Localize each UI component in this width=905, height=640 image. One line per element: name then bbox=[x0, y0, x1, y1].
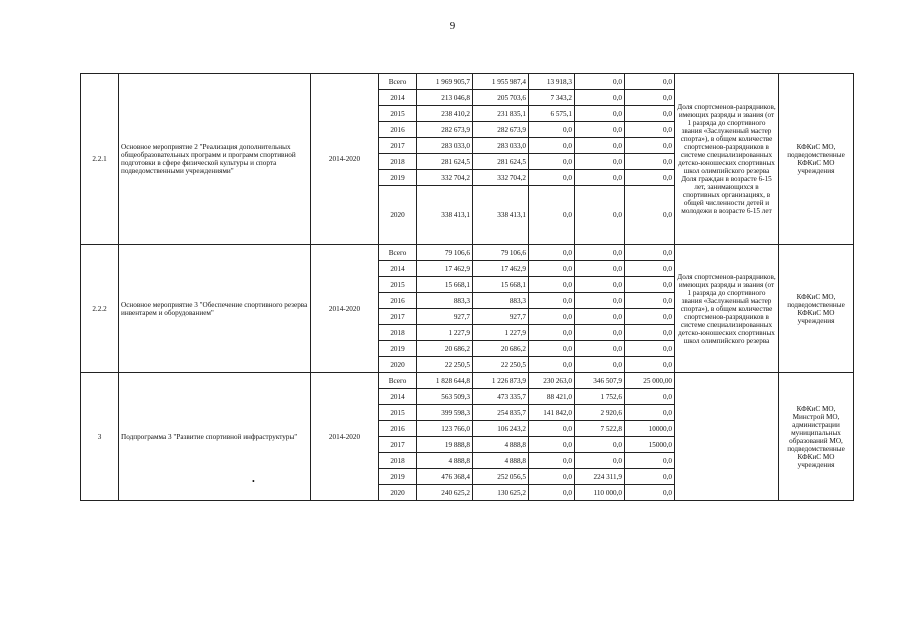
amount-cell: 0,0 bbox=[529, 325, 575, 341]
amount-cell: 106 243,2 bbox=[473, 421, 529, 437]
amount-cell: 0,0 bbox=[625, 341, 675, 357]
amount-cell: 22 250,5 bbox=[473, 357, 529, 373]
amount-cell: 883,3 bbox=[473, 293, 529, 309]
page-number: 9 bbox=[449, 20, 456, 32]
amount-cell: 6 575,1 bbox=[529, 106, 575, 122]
amount-cell: 0,0 bbox=[529, 437, 575, 453]
item-period: 2014-2020 bbox=[311, 373, 379, 501]
amount-cell: 0,0 bbox=[529, 309, 575, 325]
amount-cell: 399 598,3 bbox=[417, 405, 473, 421]
year-cell: 2020 bbox=[379, 357, 417, 373]
amount-cell: 123 766,0 bbox=[417, 421, 473, 437]
indicator-cell: Доля спортсменов-разрядников, имеющих разряды и звания (от 1 разряда до спортивного звания «Заслуженный мастер спорта»), в общем количестве спортсменов-разрядников в системе специализированных детско-юношеских спортивных школ олимпийского резерва bbox=[675, 245, 779, 373]
amount-cell: 88 421,0 bbox=[529, 389, 575, 405]
amount-cell: 0,0 bbox=[529, 186, 575, 245]
amount-cell: 332 704,2 bbox=[417, 170, 473, 186]
amount-cell: 0,0 bbox=[529, 421, 575, 437]
amount-cell: 0,0 bbox=[625, 170, 675, 186]
amount-cell: 0,0 bbox=[575, 277, 625, 293]
amount-cell: 0,0 bbox=[625, 389, 675, 405]
amount-cell: 281 624,5 bbox=[473, 154, 529, 170]
year-cell: Всего bbox=[379, 373, 417, 389]
amount-cell: 0,0 bbox=[575, 261, 625, 277]
year-cell: 2015 bbox=[379, 277, 417, 293]
year-cell: 2017 bbox=[379, 309, 417, 325]
amount-cell: 79 106,6 bbox=[417, 245, 473, 261]
amount-cell: 0,0 bbox=[625, 106, 675, 122]
amount-cell: 283 033,0 bbox=[417, 138, 473, 154]
table-row bbox=[81, 245, 854, 261]
amount-cell: 0,0 bbox=[625, 90, 675, 106]
amount-cell: 282 673,9 bbox=[473, 122, 529, 138]
year-cell: 2014 bbox=[379, 261, 417, 277]
amount-cell: 0,0 bbox=[625, 186, 675, 245]
amount-cell: 2 920,6 bbox=[575, 405, 625, 421]
amount-cell: 0,0 bbox=[575, 74, 625, 90]
amount-cell: 281 624,5 bbox=[417, 154, 473, 170]
amount-cell: 0,0 bbox=[575, 453, 625, 469]
amount-cell: 883,3 bbox=[417, 293, 473, 309]
amount-cell: 0,0 bbox=[625, 293, 675, 309]
amount-cell: 141 842,0 bbox=[529, 405, 575, 421]
amount-cell: 7 343,2 bbox=[529, 90, 575, 106]
amount-cell: 15 668,1 bbox=[473, 277, 529, 293]
amount-cell: 0,0 bbox=[529, 170, 575, 186]
amount-cell: 0,0 bbox=[625, 138, 675, 154]
amount-cell: 213 046,8 bbox=[417, 90, 473, 106]
amount-cell: 22 250,5 bbox=[417, 357, 473, 373]
item-name: Подпрограмма 3 "Развитие спортивной инфраструктуры" bbox=[119, 373, 311, 501]
amount-cell: 332 704,2 bbox=[473, 170, 529, 186]
executor-cell: КФКиС МО, Минстрой МО, администрации муниципальных образований МО, подведомственные КФКиС МО учреждения bbox=[779, 373, 854, 501]
amount-cell: 0,0 bbox=[529, 138, 575, 154]
item-code: 2.2.2 bbox=[81, 245, 119, 373]
amount-cell: 0,0 bbox=[575, 245, 625, 261]
executor-cell: КФКиС МО, подведомственные КФКиС МО учреждения bbox=[779, 74, 854, 245]
amount-cell: 231 835,1 bbox=[473, 106, 529, 122]
amount-cell: 0,0 bbox=[575, 293, 625, 309]
amount-cell: 224 311,9 bbox=[575, 469, 625, 485]
year-cell: 2014 bbox=[379, 90, 417, 106]
item-period: 2014-2020 bbox=[311, 74, 379, 245]
amount-cell: 0,0 bbox=[575, 154, 625, 170]
item-name: Основное мероприятие 3 "Обеспечение спортивного резерва инвентарем и оборудованием" bbox=[119, 245, 311, 373]
executor-cell: КФКиС МО, подведомственные КФКиС МО учреждения bbox=[779, 245, 854, 373]
item-code: 3 bbox=[81, 373, 119, 501]
year-cell: 2016 bbox=[379, 293, 417, 309]
amount-cell: 927,7 bbox=[417, 309, 473, 325]
amount-cell: 0,0 bbox=[625, 122, 675, 138]
amount-cell: 473 335,7 bbox=[473, 389, 529, 405]
amount-cell: 1 955 987,4 bbox=[473, 74, 529, 90]
amount-cell: 0,0 bbox=[625, 325, 675, 341]
amount-cell: 252 056,5 bbox=[473, 469, 529, 485]
item-code: 2.2.1 bbox=[81, 74, 119, 245]
amount-cell: 230 263,0 bbox=[529, 373, 575, 389]
amount-cell: 240 625,2 bbox=[417, 485, 473, 501]
year-cell: 2018 bbox=[379, 325, 417, 341]
amount-cell: 110 000,0 bbox=[575, 485, 625, 501]
amount-cell: 130 625,2 bbox=[473, 485, 529, 501]
amount-cell: 0,0 bbox=[575, 106, 625, 122]
indicator-cell: Доля спортсменов-разрядников, имеющих разряды и звания (от 1 разряда до спортивного звания «Заслуженный мастер спорта»), в общем количестве спортсменов-разрядников в системе специализированных детско-юношеских спортивных школ олимпийского резерва Доля граждан в возрасте 6-15 лет, занимающихся в спортивных организациях, в общей численности детей и молодежи в возрасте 6-15 лет bbox=[675, 74, 779, 245]
table-row bbox=[81, 373, 854, 389]
amount-cell: 0,0 bbox=[575, 138, 625, 154]
amount-cell: 1 828 644,8 bbox=[417, 373, 473, 389]
amount-cell: 205 703,6 bbox=[473, 90, 529, 106]
amount-cell: 79 106,6 bbox=[473, 245, 529, 261]
amount-cell: 0,0 bbox=[575, 341, 625, 357]
year-cell: 2014 bbox=[379, 389, 417, 405]
amount-cell: 4 888,8 bbox=[473, 437, 529, 453]
amount-cell: 17 462,9 bbox=[473, 261, 529, 277]
amount-cell: 238 410,2 bbox=[417, 106, 473, 122]
item-period: 2014-2020 bbox=[311, 245, 379, 373]
amount-cell: 254 835,7 bbox=[473, 405, 529, 421]
amount-cell: 0,0 bbox=[625, 469, 675, 485]
amount-cell: 0,0 bbox=[529, 245, 575, 261]
amount-cell: 7 522,8 bbox=[575, 421, 625, 437]
amount-cell: 0,0 bbox=[575, 186, 625, 245]
amount-cell: 0,0 bbox=[575, 309, 625, 325]
amount-cell: 0,0 bbox=[625, 74, 675, 90]
amount-cell: 20 686,2 bbox=[417, 341, 473, 357]
amount-cell: 0,0 bbox=[625, 154, 675, 170]
year-cell: 2020 bbox=[379, 186, 417, 245]
item-name: Основное мероприятие 2 "Реализация дополнительных общеобразовательных программ и программ спортивной подготовки в сфере физической культуры и спорта подведомственными учреждениями" bbox=[119, 74, 311, 245]
year-cell: 2015 bbox=[379, 106, 417, 122]
amount-cell: 0,0 bbox=[529, 469, 575, 485]
indicator-cell bbox=[675, 373, 779, 501]
amount-cell: 20 686,2 bbox=[473, 341, 529, 357]
amount-cell: 0,0 bbox=[529, 277, 575, 293]
amount-cell: 338 413,1 bbox=[473, 186, 529, 245]
year-cell: 2018 bbox=[379, 453, 417, 469]
amount-cell: 25 000,00 bbox=[625, 373, 675, 389]
amount-cell: 0,0 bbox=[625, 245, 675, 261]
amount-cell: 1 227,9 bbox=[417, 325, 473, 341]
amount-cell: 0,0 bbox=[575, 437, 625, 453]
year-cell: 2019 bbox=[379, 469, 417, 485]
amount-cell: 0,0 bbox=[529, 154, 575, 170]
amount-cell: 0,0 bbox=[575, 122, 625, 138]
year-cell: 2019 bbox=[379, 170, 417, 186]
amount-cell: 0,0 bbox=[625, 485, 675, 501]
amount-cell: 0,0 bbox=[529, 485, 575, 501]
amount-cell: 0,0 bbox=[575, 357, 625, 373]
amount-cell: 346 507,9 bbox=[575, 373, 625, 389]
amount-cell: 0,0 bbox=[625, 277, 675, 293]
year-cell: 2020 bbox=[379, 485, 417, 501]
year-cell: 2016 bbox=[379, 122, 417, 138]
year-cell: Всего bbox=[379, 74, 417, 90]
amount-cell: 19 888,8 bbox=[417, 437, 473, 453]
amount-cell: 0,0 bbox=[625, 357, 675, 373]
year-cell: 2017 bbox=[379, 138, 417, 154]
amount-cell: 0,0 bbox=[625, 405, 675, 421]
amount-cell: 1 969 905,7 bbox=[417, 74, 473, 90]
amount-cell: 17 462,9 bbox=[417, 261, 473, 277]
amount-cell: 0,0 bbox=[625, 453, 675, 469]
amount-cell: 0,0 bbox=[575, 90, 625, 106]
amount-cell: 927,7 bbox=[473, 309, 529, 325]
amount-cell: 15 668,1 bbox=[417, 277, 473, 293]
amount-cell: 476 368,4 bbox=[417, 469, 473, 485]
amount-cell: 563 509,3 bbox=[417, 389, 473, 405]
amount-cell: 4 888,8 bbox=[473, 453, 529, 469]
amount-cell: 0,0 bbox=[529, 453, 575, 469]
amount-cell: 1 226 873,9 bbox=[473, 373, 529, 389]
amount-cell: 0,0 bbox=[529, 122, 575, 138]
amount-cell: 0,0 bbox=[625, 309, 675, 325]
stray-mark: • bbox=[252, 477, 255, 486]
amount-cell: 15000,0 bbox=[625, 437, 675, 453]
amount-cell: 0,0 bbox=[575, 325, 625, 341]
amount-cell: 0,0 bbox=[529, 357, 575, 373]
year-cell: 2016 bbox=[379, 421, 417, 437]
year-cell: Всего bbox=[379, 245, 417, 261]
year-cell: 2018 bbox=[379, 154, 417, 170]
amount-cell: 1 227,9 bbox=[473, 325, 529, 341]
amount-cell: 0,0 bbox=[575, 170, 625, 186]
amount-cell: 13 918,3 bbox=[529, 74, 575, 90]
program-table bbox=[80, 73, 854, 501]
amount-cell: 282 673,9 bbox=[417, 122, 473, 138]
year-cell: 2019 bbox=[379, 341, 417, 357]
amount-cell: 283 033,0 bbox=[473, 138, 529, 154]
amount-cell: 1 752,6 bbox=[575, 389, 625, 405]
amount-cell: 0,0 bbox=[529, 293, 575, 309]
year-cell: 2015 bbox=[379, 405, 417, 421]
amount-cell: 338 413,1 bbox=[417, 186, 473, 245]
amount-cell: 10000,0 bbox=[625, 421, 675, 437]
table-body bbox=[81, 74, 854, 501]
amount-cell: 4 888,8 bbox=[417, 453, 473, 469]
table-row bbox=[81, 74, 854, 90]
amount-cell: 0,0 bbox=[625, 261, 675, 277]
year-cell: 2017 bbox=[379, 437, 417, 453]
amount-cell: 0,0 bbox=[529, 341, 575, 357]
amount-cell: 0,0 bbox=[529, 261, 575, 277]
